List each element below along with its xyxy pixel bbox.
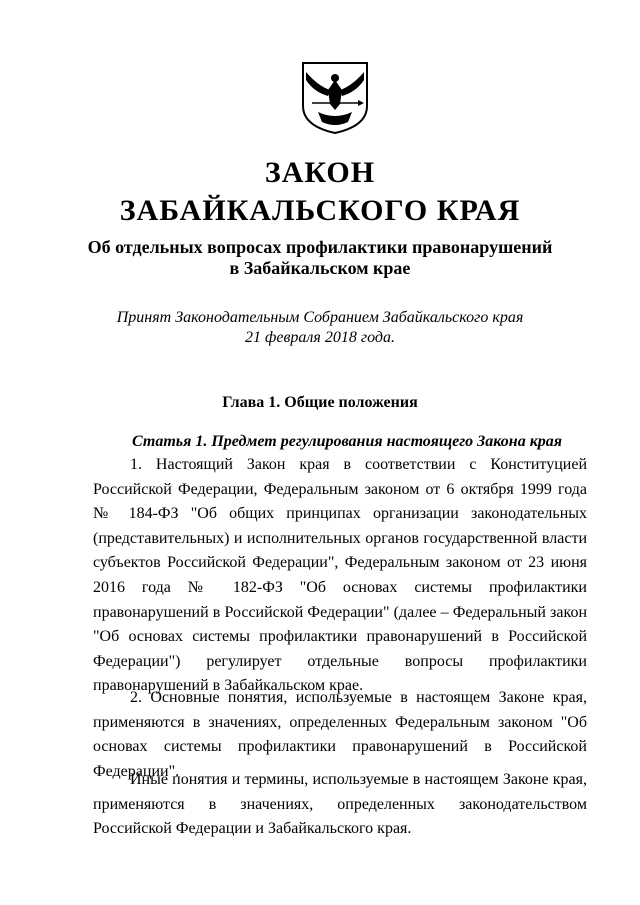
- law-region-title: ЗАБАЙКАЛЬСКОГО КРАЯ: [119, 194, 521, 227]
- paragraph: 2. Основные понятия, используемые в настоящем Законе края, применяются в значениях, определенных Федеральным законом "Об основах системы профилактики правонарушений в Российской Федерации".: [93, 689, 587, 780]
- law-title: ЗАКОН: [264, 156, 376, 189]
- article-heading: Статья 1. Предмет регулирования настоящего Закона края: [132, 433, 563, 450]
- coat-of-arms-icon: [300, 60, 370, 135]
- law-subject-line-2: в Забайкальском крае: [229, 258, 411, 278]
- chapter-heading: Глава 1. Общие положения: [222, 394, 418, 411]
- paragraph: Иные понятия и термины, используемые в настоящем Законе края, применяются в значениях, определенных законодательством Российской Федерации и Забайкальского края.: [93, 771, 587, 838]
- adoption-date: 21 февраля 2018 года.: [245, 329, 395, 346]
- paragraph: 1. Настоящий Закон края в соответствии с Конституцией Российской Федерации, Федеральным законом от 6 октября 1999 года № 184-ФЗ "Об общих принципах организации законодательных (представительных) и исполнительных органов государственной власти субъектов Российской Федерации", Федеральным законом от 23 июня 2016 года № 182-ФЗ "Об основах системы профилактики правонарушений в Российской Федерации" (далее – Федеральный закон "Об основах системы профилактики правонарушений в Российской Федерации") регулирует отдельные вопросы профилактики правонарушений в Забайкальском крае.: [93, 456, 587, 695]
- law-subject-line-1: Об отдельных вопросах профилактики правонарушений: [87, 237, 553, 257]
- adoption-statement: Принят Законодательным Собранием Забайкальского края: [116, 309, 524, 326]
